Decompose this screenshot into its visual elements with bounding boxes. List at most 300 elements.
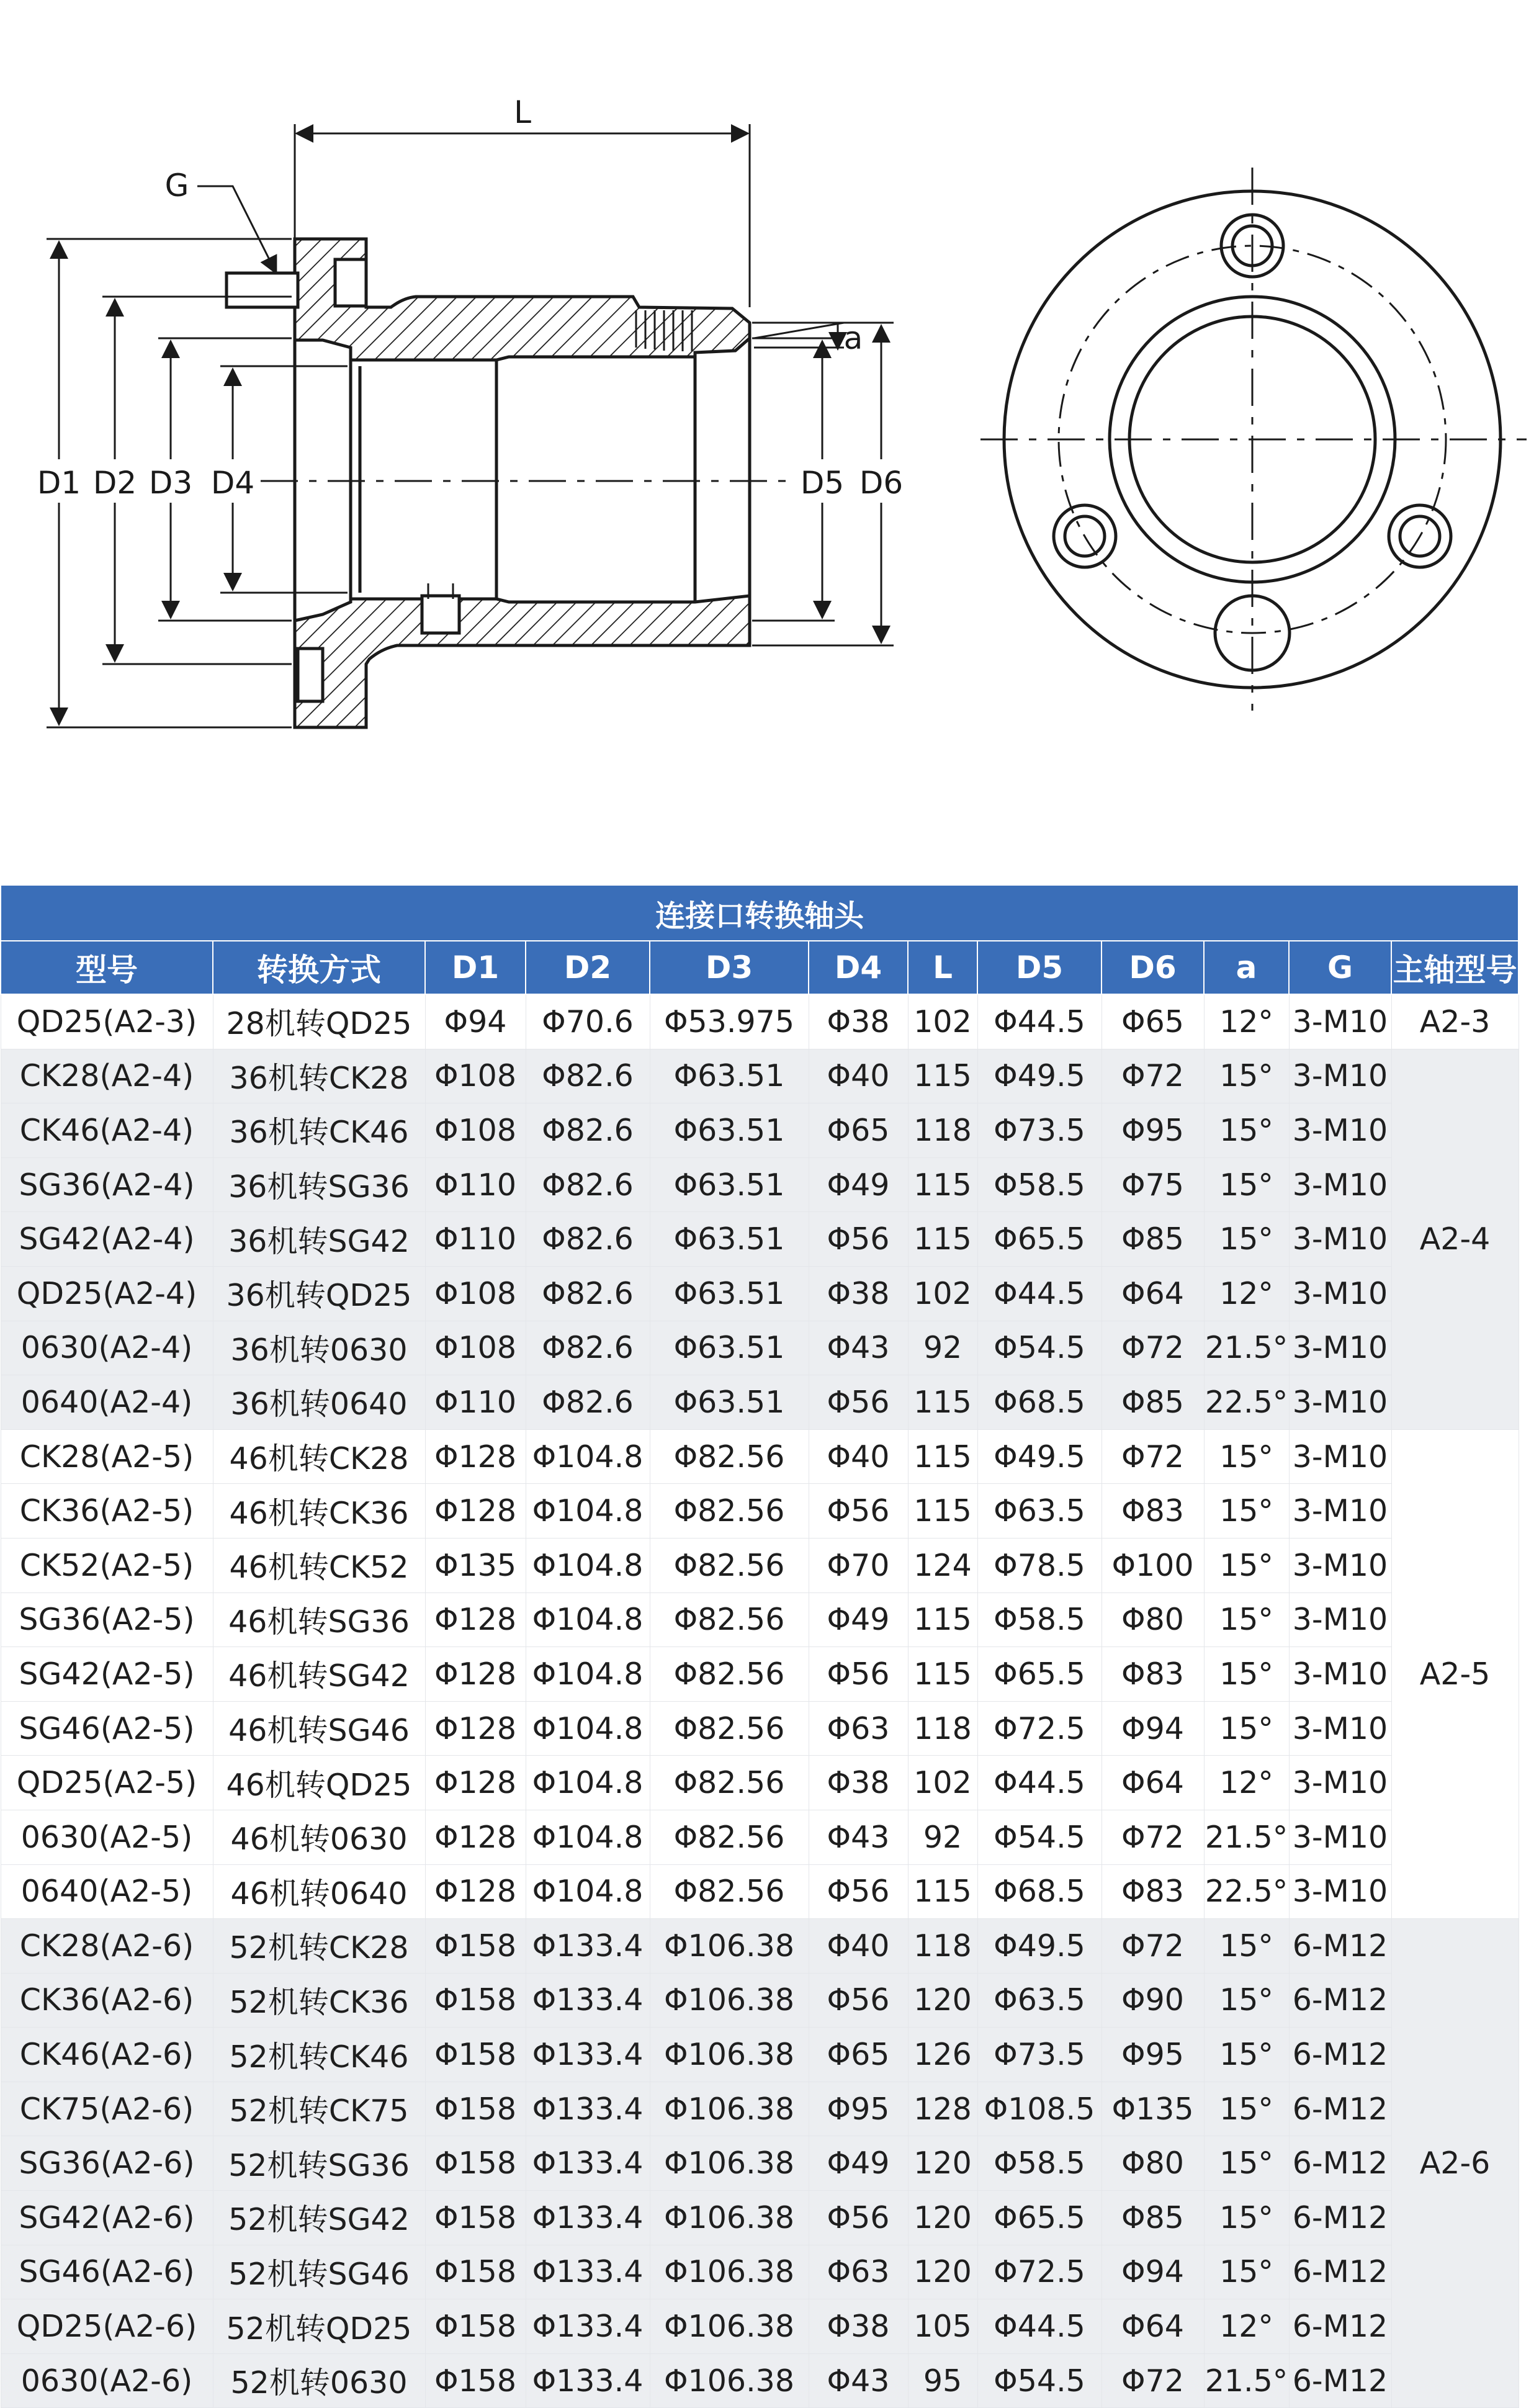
table-cell: Φ110 — [425, 1375, 526, 1430]
table-cell: 92 — [908, 1321, 977, 1375]
table-cell: Φ40 — [809, 1049, 908, 1103]
table-cell: Φ82.56 — [650, 1429, 809, 1484]
table-cell: Φ158 — [425, 2136, 526, 2191]
table-cell: 52机转CK46 — [213, 2028, 425, 2082]
table-cell: Φ158 — [425, 2082, 526, 2136]
table-cell: 46机转0630 — [213, 1810, 425, 1864]
table-cell: Φ72 — [1102, 1321, 1204, 1375]
table-row — [1, 1484, 1519, 1539]
table-cell: 3-M10 — [1289, 1429, 1391, 1484]
spindle-model-cell: A2-6 — [1391, 1919, 1519, 2408]
header-cell: D1 — [425, 941, 526, 994]
table-cell: 95 — [908, 2353, 977, 2408]
table-title-row — [1, 885, 1519, 941]
label-d1: D1 — [37, 465, 81, 501]
label-g: G — [164, 168, 189, 204]
table-cell: 36机转QD25 — [213, 1266, 425, 1321]
table-row — [1, 994, 1519, 1049]
table-cell: Φ94 — [1102, 2245, 1204, 2299]
table-cell: 15° — [1204, 2191, 1289, 2245]
table-cell: Φ108 — [425, 1103, 526, 1158]
table-cell: Φ106.38 — [650, 2082, 809, 2136]
table-cell: Φ63.51 — [650, 1049, 809, 1103]
table-cell: Φ49 — [809, 1593, 908, 1647]
table-row — [1, 1864, 1519, 1919]
table-cell: Φ85 — [1102, 2191, 1204, 2245]
table-cell: 115 — [908, 1484, 977, 1539]
table-cell: Φ56 — [809, 2191, 908, 2245]
table-cell: Φ73.5 — [977, 1103, 1102, 1158]
header-cell: D2 — [526, 941, 650, 994]
table-cell: CK28(A2-4) — [1, 1049, 213, 1103]
table-cell: Φ133.4 — [526, 2028, 650, 2082]
table-cell: Φ106.38 — [650, 2353, 809, 2408]
table-cell: 120 — [908, 2136, 977, 2191]
table-cell: Φ106.38 — [650, 1919, 809, 1974]
table-cell: 15° — [1204, 1429, 1289, 1484]
table-cell: Φ38 — [809, 2299, 908, 2354]
table-cell: 3-M10 — [1289, 1266, 1391, 1321]
table-cell: 52机转SG46 — [213, 2245, 425, 2299]
table-cell: Φ95 — [809, 2082, 908, 2136]
table-cell: Φ58.5 — [977, 2136, 1102, 2191]
table-cell: 6-M12 — [1289, 2028, 1391, 2082]
table-cell: Φ38 — [809, 1756, 908, 1810]
table-cell: Φ133.4 — [526, 2136, 650, 2191]
table-cell: 3-M10 — [1289, 1593, 1391, 1647]
table-cell: 0630(A2-5) — [1, 1810, 213, 1864]
table-cell: 0640(A2-4) — [1, 1375, 213, 1430]
table-cell: CK28(A2-6) — [1, 1919, 213, 1974]
table-cell: Φ63.51 — [650, 1103, 809, 1158]
table-cell: 52机转QD25 — [213, 2299, 425, 2354]
table-cell: Φ104.8 — [526, 1864, 650, 1919]
table-cell: 3-M10 — [1289, 1756, 1391, 1810]
table-cell: 3-M10 — [1289, 1049, 1391, 1103]
table-cell: Φ128 — [425, 1647, 526, 1702]
table-cell: Φ80 — [1102, 2136, 1204, 2191]
table-cell: 3-M10 — [1289, 1810, 1391, 1864]
header-cell: L — [908, 941, 977, 994]
table-cell: Φ43 — [809, 1321, 908, 1375]
table-cell: 15° — [1204, 1484, 1289, 1539]
table-body — [1, 994, 1519, 2408]
table-cell: Φ63.5 — [977, 1484, 1102, 1539]
header-cell: 型号 — [1, 941, 213, 994]
table-cell: Φ65.5 — [977, 2191, 1102, 2245]
table-cell: Φ73.5 — [977, 2028, 1102, 2082]
table-row — [1, 1157, 1519, 1212]
table-cell: 52机转SG42 — [213, 2191, 425, 2245]
table-cell: 118 — [908, 1919, 977, 1974]
table-cell: Φ64 — [1102, 1266, 1204, 1321]
table-cell: CK52(A2-5) — [1, 1538, 213, 1593]
table-cell: 46机转CK52 — [213, 1538, 425, 1593]
table-cell: 46机转CK36 — [213, 1484, 425, 1539]
table-cell: 6-M12 — [1289, 1919, 1391, 1974]
header-cell: D3 — [650, 941, 809, 994]
table-cell: 3-M10 — [1289, 1647, 1391, 1702]
table-cell: Φ110 — [425, 1212, 526, 1267]
table-cell: Φ65.5 — [977, 1212, 1102, 1267]
table-cell: Φ72 — [1102, 2353, 1204, 2408]
table-cell: 36机转CK28 — [213, 1049, 425, 1103]
table-cell: 46机转SG42 — [213, 1647, 425, 1702]
label-d3: D3 — [148, 465, 193, 501]
table-cell: 12° — [1204, 1756, 1289, 1810]
lower-wall-section — [295, 596, 750, 727]
table-cell: 0630(A2-4) — [1, 1321, 213, 1375]
table-cell: CK75(A2-6) — [1, 2082, 213, 2136]
table-cell: 126 — [908, 2028, 977, 2082]
table-row — [1, 1321, 1519, 1375]
table-row — [1, 2299, 1519, 2354]
table-header-row — [1, 941, 1519, 994]
table-cell: 52机转CK36 — [213, 1973, 425, 2028]
table-cell: CK36(A2-5) — [1, 1484, 213, 1539]
table-cell: 3-M10 — [1289, 1321, 1391, 1375]
table-cell: Φ49.5 — [977, 1429, 1102, 1484]
table-cell: Φ65 — [809, 1103, 908, 1158]
table-cell: Φ100 — [1102, 1538, 1204, 1593]
table-cell: SG36(A2-5) — [1, 1593, 213, 1647]
table-cell: Φ56 — [809, 1212, 908, 1267]
table-cell: 36机转SG42 — [213, 1212, 425, 1267]
spindle-model-cell: A2-4 — [1391, 1049, 1519, 1429]
table-cell: Φ104.8 — [526, 1701, 650, 1756]
table-cell: Φ38 — [809, 1266, 908, 1321]
table-cell: Φ56 — [809, 1484, 908, 1539]
table-cell: Φ85 — [1102, 1212, 1204, 1267]
table-cell: 118 — [908, 1701, 977, 1756]
table-cell: Φ158 — [425, 2191, 526, 2245]
table-cell: 3-M10 — [1289, 1103, 1391, 1158]
table-cell: Φ106.38 — [650, 2191, 809, 2245]
table-cell: Φ56 — [809, 1375, 908, 1430]
table-cell: Φ133.4 — [526, 2245, 650, 2299]
table-cell: Φ104.8 — [526, 1647, 650, 1702]
table-cell: 28机转QD25 — [213, 994, 425, 1049]
table-row — [1, 2245, 1519, 2299]
table-cell: SG42(A2-5) — [1, 1647, 213, 1702]
table-cell: 105 — [908, 2299, 977, 2354]
table-cell: Φ82.56 — [650, 1756, 809, 1810]
table-cell: Φ133.4 — [526, 2191, 650, 2245]
table-cell: 6-M12 — [1289, 2082, 1391, 2136]
spindle-model-cell: A2-5 — [1391, 1429, 1519, 1918]
table-row — [1, 2353, 1519, 2408]
table-row — [1, 2136, 1519, 2191]
bolt-g — [227, 273, 298, 307]
table-cell: 12° — [1204, 994, 1289, 1049]
table-cell: Φ49.5 — [977, 1049, 1102, 1103]
table-cell: Φ158 — [425, 1973, 526, 2028]
table-cell: Φ158 — [425, 2353, 526, 2408]
table-row — [1, 1593, 1519, 1647]
table-cell: 6-M12 — [1289, 2136, 1391, 2191]
table-cell: 15° — [1204, 1701, 1289, 1756]
table-cell: Φ65 — [809, 2028, 908, 2082]
table-cell: 0640(A2-5) — [1, 1864, 213, 1919]
table-row — [1, 1538, 1519, 1593]
table-row — [1, 1919, 1519, 1974]
table-cell: Φ63 — [809, 2245, 908, 2299]
table-cell: Φ128 — [425, 1701, 526, 1756]
table-cell: 124 — [908, 1538, 977, 1593]
label-d2: D2 — [92, 465, 137, 501]
table-cell: 3-M10 — [1289, 1701, 1391, 1756]
table-cell: 15° — [1204, 1593, 1289, 1647]
table-cell: Φ63.51 — [650, 1375, 809, 1430]
table-cell: Φ106.38 — [650, 2136, 809, 2191]
table-cell: Φ133.4 — [526, 1919, 650, 1974]
table-row — [1, 1701, 1519, 1756]
table-title: 连接口转换轴头 — [1, 885, 1519, 941]
table-cell: 118 — [908, 1103, 977, 1158]
table-cell: 15° — [1204, 1919, 1289, 1974]
table-cell: Φ104.8 — [526, 1538, 650, 1593]
header-cell: D6 — [1102, 941, 1204, 994]
table-cell: 0630(A2-6) — [1, 2353, 213, 2408]
table-cell: Φ104.8 — [526, 1756, 650, 1810]
table-cell: Φ58.5 — [977, 1157, 1102, 1212]
table-cell: Φ104.8 — [526, 1810, 650, 1864]
table-cell: Φ106.38 — [650, 2299, 809, 2354]
table-cell: Φ83 — [1102, 1647, 1204, 1702]
table-cell: Φ64 — [1102, 1756, 1204, 1810]
table-cell: 52机转0630 — [213, 2353, 425, 2408]
table-cell: Φ82.6 — [526, 1266, 650, 1321]
table-cell: Φ82.56 — [650, 1810, 809, 1864]
table-cell: 15° — [1204, 2136, 1289, 2191]
table-cell: 15° — [1204, 1973, 1289, 2028]
table-cell: Φ54.5 — [977, 1321, 1102, 1375]
table-cell: Φ108.5 — [977, 2082, 1102, 2136]
header-cell: D5 — [977, 941, 1102, 994]
table-cell: Φ95 — [1102, 1103, 1204, 1158]
table-cell: 115 — [908, 1212, 977, 1267]
table-cell: 115 — [908, 1593, 977, 1647]
table-row — [1, 1429, 1519, 1484]
table-cell: 15° — [1204, 1212, 1289, 1267]
table-cell: 46机转CK28 — [213, 1429, 425, 1484]
table-cell: Φ56 — [809, 1864, 908, 1919]
table-cell: Φ82.56 — [650, 1593, 809, 1647]
table-cell: 36机转0630 — [213, 1321, 425, 1375]
table-cell: 36机转SG36 — [213, 1157, 425, 1212]
table-cell: Φ85 — [1102, 1375, 1204, 1430]
table-cell: Φ70.6 — [526, 994, 650, 1049]
table-cell: Φ82.56 — [650, 1864, 809, 1919]
table-cell: Φ63.5 — [977, 1973, 1102, 2028]
table-cell: 36机转CK46 — [213, 1103, 425, 1158]
table-cell: Φ63.51 — [650, 1321, 809, 1375]
table-cell: Φ54.5 — [977, 2353, 1102, 2408]
table-cell: SG36(A2-6) — [1, 2136, 213, 2191]
table-cell: 15° — [1204, 1157, 1289, 1212]
table-row — [1, 1973, 1519, 2028]
table-row — [1, 1266, 1519, 1321]
table-cell: Φ53.975 — [650, 994, 809, 1049]
table-cell: Φ64 — [1102, 2299, 1204, 2354]
table-cell: Φ83 — [1102, 1484, 1204, 1539]
table-cell: 15° — [1204, 1538, 1289, 1593]
technical-drawing — [0, 0, 1539, 825]
table-cell: Φ128 — [425, 1756, 526, 1810]
table-cell: Φ63.51 — [650, 1266, 809, 1321]
table-cell: Φ82.6 — [526, 1157, 650, 1212]
table-cell: 46机转SG46 — [213, 1701, 425, 1756]
table-cell: Φ104.8 — [526, 1429, 650, 1484]
table-cell: Φ90 — [1102, 1973, 1204, 2028]
table-cell: Φ133.4 — [526, 2353, 650, 2408]
table-cell: 15° — [1204, 1103, 1289, 1158]
table-cell: SG42(A2-6) — [1, 2191, 213, 2245]
table-cell: Φ63.51 — [650, 1157, 809, 1212]
header-cell: 转换方式 — [213, 941, 425, 994]
table-cell: Φ80 — [1102, 1593, 1204, 1647]
table-cell: Φ83 — [1102, 1864, 1204, 1919]
table-cell: SG42(A2-4) — [1, 1212, 213, 1267]
table-cell: Φ49.5 — [977, 1919, 1102, 1974]
table-cell: Φ94 — [1102, 1701, 1204, 1756]
table-cell: Φ158 — [425, 2299, 526, 2354]
table-cell: Φ72.5 — [977, 2245, 1102, 2299]
table-row — [1, 2082, 1519, 2136]
table-cell: Φ82.56 — [650, 1538, 809, 1593]
table-cell: 52机转SG36 — [213, 2136, 425, 2191]
table-cell: 115 — [908, 1157, 977, 1212]
table-cell: Φ135 — [1102, 2082, 1204, 2136]
table-cell: 128 — [908, 2082, 977, 2136]
table-cell: CK36(A2-6) — [1, 1973, 213, 2028]
table-cell: Φ106.38 — [650, 2028, 809, 2082]
table-row — [1, 1375, 1519, 1430]
table-cell: Φ56 — [809, 1973, 908, 2028]
table-cell: 120 — [908, 1973, 977, 2028]
table-cell: Φ104.8 — [526, 1593, 650, 1647]
table-cell: Φ128 — [425, 1864, 526, 1919]
table-cell: QD25(A2-6) — [1, 2299, 213, 2354]
table-cell: Φ65.5 — [977, 1647, 1102, 1702]
table-cell: Φ128 — [425, 1593, 526, 1647]
table-cell: 46机转QD25 — [213, 1756, 425, 1810]
table-cell: Φ72 — [1102, 1429, 1204, 1484]
table-row — [1, 1212, 1519, 1267]
table-cell: SG46(A2-6) — [1, 2245, 213, 2299]
table-cell: 46机转SG36 — [213, 1593, 425, 1647]
table-cell: 21.5° — [1204, 1321, 1289, 1375]
label-a: a — [843, 320, 863, 356]
table-cell: Φ158 — [425, 2245, 526, 2299]
table-cell: Φ128 — [425, 1484, 526, 1539]
table-cell: Φ63 — [809, 1701, 908, 1756]
table-cell: 3-M10 — [1289, 994, 1391, 1049]
table-cell: Φ43 — [809, 1810, 908, 1864]
table-cell: 15° — [1204, 2028, 1289, 2082]
table-cell: 15° — [1204, 1647, 1289, 1702]
table-row — [1, 1049, 1519, 1103]
table-cell: Φ158 — [425, 2028, 526, 2082]
table-cell: CK46(A2-4) — [1, 1103, 213, 1158]
table-cell: 92 — [908, 1810, 977, 1864]
table-cell: Φ40 — [809, 1919, 908, 1974]
table-cell: Φ128 — [425, 1429, 526, 1484]
table-row — [1, 1810, 1519, 1864]
table-cell: Φ133.4 — [526, 2082, 650, 2136]
table-cell: QD25(A2-5) — [1, 1756, 213, 1810]
table-cell: Φ68.5 — [977, 1375, 1102, 1430]
label-l: L — [514, 94, 531, 130]
table-cell: Φ106.38 — [650, 1973, 809, 2028]
table-cell: 120 — [908, 2191, 977, 2245]
table-cell: Φ108 — [425, 1321, 526, 1375]
table-cell: 115 — [908, 1647, 977, 1702]
table-cell: Φ82.6 — [526, 1375, 650, 1430]
table-cell: Φ108 — [425, 1049, 526, 1103]
table-row — [1, 1756, 1519, 1810]
table-cell: 6-M12 — [1289, 2299, 1391, 2354]
table-cell: Φ78.5 — [977, 1538, 1102, 1593]
table-cell: Φ54.5 — [977, 1810, 1102, 1864]
table-cell: 115 — [908, 1049, 977, 1103]
table-cell: Φ58.5 — [977, 1593, 1102, 1647]
table-cell: 3-M10 — [1289, 1864, 1391, 1919]
table-cell: 3-M10 — [1289, 1538, 1391, 1593]
table-cell: Φ43 — [809, 2353, 908, 2408]
table-cell: 52机转CK75 — [213, 2082, 425, 2136]
table-row — [1, 1647, 1519, 1702]
table-row — [1, 2028, 1519, 2082]
taper-knurl — [636, 310, 692, 351]
table-cell: Φ82.6 — [526, 1049, 650, 1103]
table-cell: 120 — [908, 2245, 977, 2299]
table-cell: Φ110 — [425, 1157, 526, 1212]
table-cell: 102 — [908, 994, 977, 1049]
table-cell: 3-M10 — [1289, 1484, 1391, 1539]
table-cell: Φ56 — [809, 1647, 908, 1702]
drawing-svg — [0, 0, 1539, 825]
header-cell: a — [1204, 941, 1289, 994]
table-cell: Φ44.5 — [977, 994, 1102, 1049]
label-d6: D6 — [859, 465, 904, 501]
table-cell: QD25(A2-4) — [1, 1266, 213, 1321]
table-cell: Φ158 — [425, 1919, 526, 1974]
table-row — [1, 2191, 1519, 2245]
table-cell: Φ82.6 — [526, 1212, 650, 1267]
table-cell: Φ72 — [1102, 1049, 1204, 1103]
front-flange-view — [980, 168, 1527, 711]
table-cell: Φ75 — [1102, 1157, 1204, 1212]
table-cell: Φ82.6 — [526, 1103, 650, 1158]
table-cell: 22.5° — [1204, 1864, 1289, 1919]
table-cell: Φ49 — [809, 1157, 908, 1212]
table-cell: 3-M10 — [1289, 1212, 1391, 1267]
label-d5: D5 — [800, 465, 845, 501]
table-cell: 6-M12 — [1289, 2191, 1391, 2245]
table-cell: SG36(A2-4) — [1, 1157, 213, 1212]
table-cell: 15° — [1204, 2245, 1289, 2299]
table-cell: Φ82.56 — [650, 1647, 809, 1702]
table-cell: 102 — [908, 1266, 977, 1321]
table-cell: Φ63.51 — [650, 1212, 809, 1267]
table-cell: Φ72 — [1102, 1810, 1204, 1864]
table-cell: 21.5° — [1204, 1810, 1289, 1864]
table-cell: Φ135 — [425, 1538, 526, 1593]
table-cell: Φ104.8 — [526, 1484, 650, 1539]
table-cell: Φ106.38 — [650, 2245, 809, 2299]
header-cell: G — [1289, 941, 1391, 994]
